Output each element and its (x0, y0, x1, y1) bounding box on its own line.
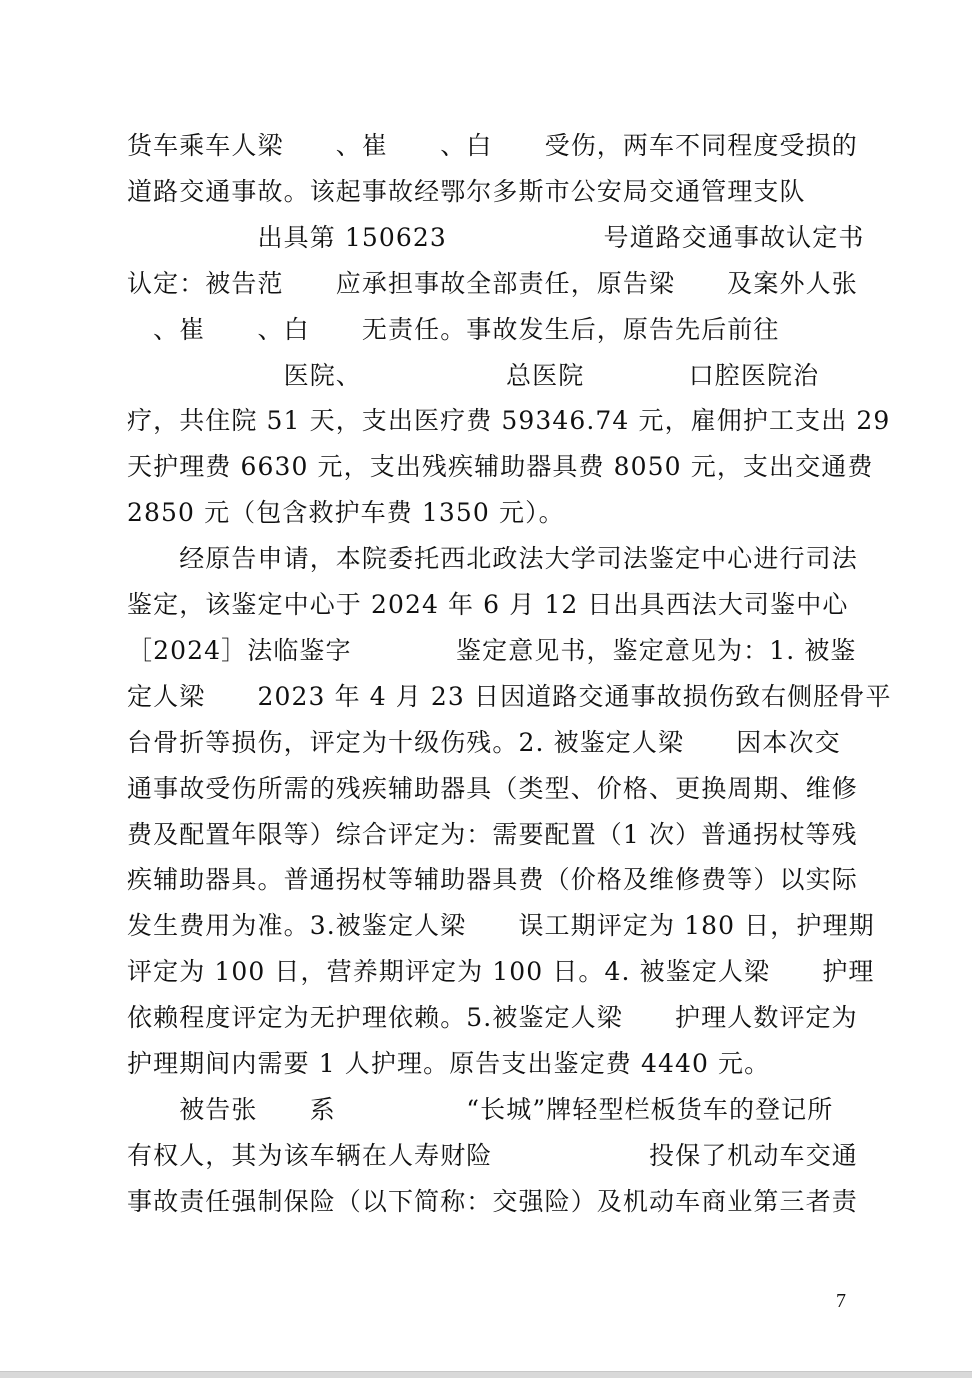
text-line: 定人梁 2023 年 4 月 23 日因道路交通事故损伤致右侧胫骨平 (127, 681, 892, 711)
text-line: 经原告申请，本院委托西北政法大学司法鉴定中心进行司法 (127, 544, 858, 574)
page-number: 7 (836, 1290, 846, 1312)
text-line: 货车乘车人梁 、崔 、白 受伤，两车不同程度受损的 (127, 131, 858, 160)
text-line: 被告张 系 “长城”牌轻型栏板货车的登记所 (127, 1094, 834, 1124)
text-line: 护理期间内需要 1 人护理。原告支出鉴定费 4440 元。 (127, 1049, 771, 1078)
text-line: 有权人，其为该车辆在人寿财险 投保了机动车交通 (127, 1140, 858, 1170)
text-line: 疗，共住院 51 天，支出医疗费 59346.74 元，雇佣护工支出 29 (127, 406, 891, 436)
text-line: 天护理费 6630 元，支出残疾辅助器具费 8050 元，支出交通费 (127, 452, 874, 482)
text-line: 评定为 100 日，营养期评定为 100 日。4. 被鉴定人梁 护理 (127, 957, 875, 987)
text-line: 依赖程度评定为无护理依赖。5.被鉴定人梁 护理人数评定为 (127, 1003, 858, 1033)
text-line: 2850 元（包含救护车费 1350 元）。 (127, 498, 565, 528)
text-line: 、崔 、白 无责任。事故发生后，原告先后前往 (127, 314, 780, 344)
text-line: 疾辅助器具。普通拐杖等辅助器具费（价格及维修费等）以实际 (127, 865, 858, 895)
text-line: 发生费用为准。3.被鉴定人梁 误工期评定为 180 日，护理期 (127, 911, 875, 941)
text-line: ［2024］法临鉴字 鉴定意见书，鉴定意见为：1. 被鉴 (127, 635, 857, 665)
text-line: 台骨折等损伤，评定为十级伤残。2. 被鉴定人梁 因本次交 (127, 727, 841, 757)
text-line: 鉴定，该鉴定中心于 2024 年 6 月 12 日出具西法大司鉴中心 (127, 590, 849, 619)
text-line: 道路交通事故。该起事故经鄂尔多斯市公安局交通管理支队 (127, 176, 806, 206)
page-bottom-edge (0, 1371, 972, 1378)
text-line: 通事故受伤所需的残疾辅助器具（类型、价格、更换周期、维修 (127, 773, 858, 803)
text-line: 费及配置年限等）综合评定为：需要配置（1 次）普通拐杖等残 (127, 819, 858, 849)
text-line: 事故责任强制保险（以下简称：交强险）及机动车商业第三者责 (127, 1186, 858, 1216)
text-line: 出具第 150623 号道路交通事故认定书 (127, 222, 865, 252)
text-line: 认定：被告范 应承担事故全部责任，原告梁 及案外人张 (127, 268, 858, 298)
text-line: 医院、 总医院 口腔医院治 (127, 360, 820, 390)
